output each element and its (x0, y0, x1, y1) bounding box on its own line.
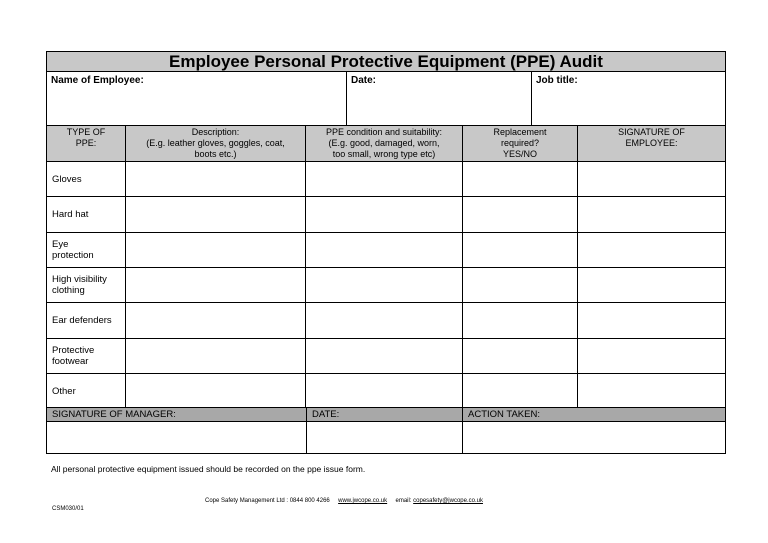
condition-cell[interactable] (305, 232, 463, 268)
condition-cell[interactable] (305, 302, 463, 339)
manager-signature-label: SIGNATURE OF MANAGER: (46, 407, 307, 422)
ppe-type-text: Hard hat (52, 209, 89, 220)
ppe-type-label (46, 338, 126, 374)
condition-cell[interactable] (305, 161, 463, 197)
footer-contact (205, 498, 483, 504)
job-title-field[interactable] (531, 71, 726, 126)
name-of-employee-field[interactable] (46, 71, 347, 126)
page-title: Employee Personal Protective Equipment (PPE) Audit (46, 51, 726, 72)
replacement-cell[interactable] (462, 302, 578, 339)
column-header-replacement: Replacement required? YES/NO (462, 125, 578, 162)
replacement-cell[interactable] (462, 232, 578, 268)
employee-signature-cell[interactable] (577, 338, 726, 374)
form-code: CSM030/01 (52, 506, 84, 512)
name-of-employee-label: Name of Employee: (51, 75, 144, 86)
column-header-condition: PPE condition and suitability: (E.g. good, damaged, worn, too small, wrong type etc) (305, 125, 463, 162)
replacement-cell[interactable] (462, 338, 578, 374)
ppe-issue-note: All personal protective equipment issued should be recorded on the ppe issue form. (51, 464, 366, 474)
action-taken-field[interactable] (462, 421, 726, 454)
condition-cell[interactable] (305, 267, 463, 303)
ppe-type-label (46, 161, 126, 197)
employee-signature-cell[interactable] (577, 302, 726, 339)
description-cell[interactable] (125, 338, 306, 374)
employee-signature-cell[interactable] (577, 161, 726, 197)
column-header-type: TYPE OF PPE: (46, 125, 126, 162)
job-title-label: Job title: (536, 75, 578, 86)
employee-signature-cell[interactable] (577, 267, 726, 303)
action-taken-label: ACTION TAKEN: (462, 407, 726, 422)
ppe-type-label (46, 302, 126, 339)
condition-cell[interactable] (305, 338, 463, 374)
column-header-employee-signature: SIGNATURE OF EMPLOYEE: (577, 125, 726, 162)
ppe-type-text: High visibility clothing (52, 274, 107, 296)
employee-signature-cell[interactable] (577, 196, 726, 233)
description-cell[interactable] (125, 373, 306, 409)
ppe-type-label (46, 232, 126, 268)
condition-cell[interactable] (305, 196, 463, 233)
employee-signature-cell[interactable] (577, 373, 726, 409)
description-cell[interactable] (125, 196, 306, 233)
footer-company: Cope Safety Management Ltd : 0844 800 4266 (205, 498, 330, 504)
description-cell[interactable] (125, 161, 306, 197)
ppe-type-text: Gloves (52, 173, 82, 185)
column-header-description: Description: (E.g. leather gloves, goggles, coat, boots etc.) (125, 125, 306, 162)
ppe-type-text: Other (52, 385, 76, 397)
ppe-type-label (46, 267, 126, 303)
footer-email-link[interactable]: copesafety@jwcope.co.uk (413, 498, 483, 504)
replacement-cell[interactable] (462, 373, 578, 409)
description-cell[interactable] (125, 302, 306, 339)
date-field[interactable] (346, 71, 532, 126)
manager-signature-field[interactable] (46, 421, 307, 454)
replacement-cell[interactable] (462, 267, 578, 303)
replacement-cell[interactable] (462, 196, 578, 233)
description-cell[interactable] (125, 267, 306, 303)
date-label: Date: (351, 75, 377, 86)
replacement-cell[interactable] (462, 161, 578, 197)
employee-signature-cell[interactable] (577, 232, 726, 268)
ppe-type-text: Eye protection (52, 239, 94, 261)
ppe-type-text: Protective footwear (52, 345, 95, 367)
footer-email-label: email: (395, 498, 412, 504)
ppe-type-text: Ear defenders (52, 315, 112, 326)
footer-website-link[interactable]: www.jwcope.co.uk (338, 498, 388, 504)
condition-cell[interactable] (305, 373, 463, 409)
ppe-type-label (46, 196, 126, 233)
description-cell[interactable] (125, 232, 306, 268)
ppe-type-label (46, 373, 126, 409)
manager-date-field[interactable] (306, 421, 463, 454)
manager-date-label: DATE: (306, 407, 463, 422)
